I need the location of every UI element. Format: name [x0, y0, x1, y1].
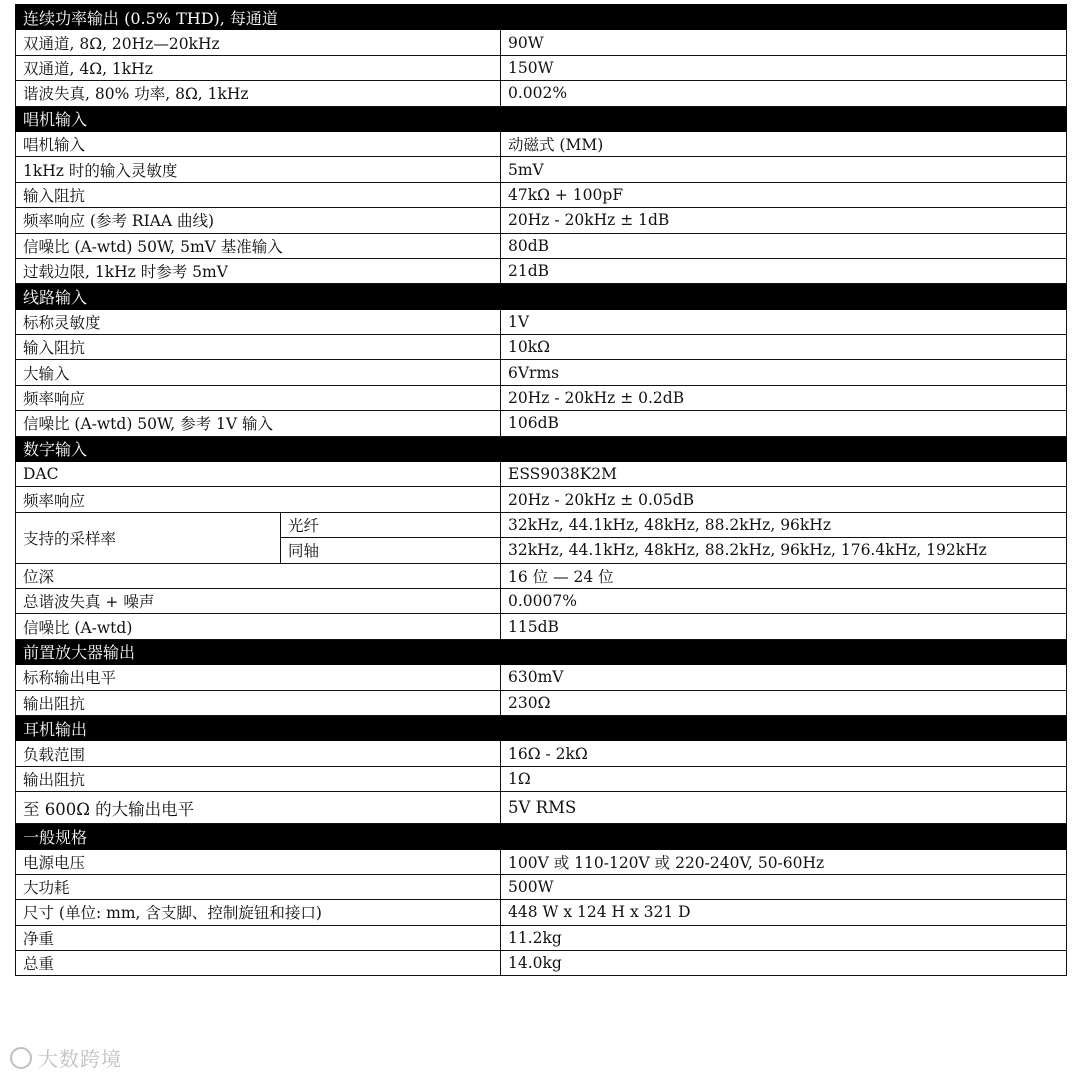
spec-value: 150W [501, 55, 1067, 80]
table-row [16, 360, 1067, 385]
table-row [16, 665, 1067, 690]
table-row [16, 335, 1067, 360]
table-row [16, 208, 1067, 233]
spec-value: 115dB [501, 614, 1067, 639]
spec-value: ESS9038K2M [501, 462, 1067, 487]
spec-value: 0.002% [501, 81, 1067, 106]
section-header [16, 5, 1067, 30]
section-title: 前置放大器输出 [16, 639, 501, 664]
spec-value: 1V [501, 309, 1067, 334]
spec-value: 6Vrms [501, 360, 1067, 385]
optical-label: 光纤 [281, 512, 501, 537]
spec-label: 大功耗 [16, 874, 501, 899]
table-row [16, 233, 1067, 258]
coax-sample-rates: 32kHz, 44.1kHz, 48kHz, 88.2kHz, 96kHz, 176.4kHz, 192kHz [501, 538, 1067, 563]
section-title: 数字输入 [16, 436, 501, 461]
watermark [10, 1043, 122, 1072]
optical-sample-rates: 32kHz, 44.1kHz, 48kHz, 88.2kHz, 96kHz [501, 512, 1067, 537]
section-header [16, 106, 1067, 131]
spec-label: 标称输出电平 [16, 665, 501, 690]
spec-label: 位深 [16, 563, 501, 588]
table-row [16, 55, 1067, 80]
spec-label: 频率响应 [16, 385, 501, 410]
spec-label: 标称灵敏度 [16, 309, 501, 334]
table-row [16, 614, 1067, 639]
spec-label: 输出阻抗 [16, 766, 501, 791]
table-row [16, 131, 1067, 156]
spec-table [15, 4, 1067, 976]
spec-label: 频率响应 (参考 RIAA 曲线) [16, 208, 501, 233]
spec-label: DAC [16, 462, 501, 487]
spec-value: 11.2kg [501, 925, 1067, 950]
spec-label: 信噪比 (A-wtd) [16, 614, 501, 639]
spec-label: 净重 [16, 925, 501, 950]
table-row [16, 487, 1067, 512]
spec-value: 47kΩ + 100pF [501, 182, 1067, 207]
section-header [16, 715, 1067, 740]
table-row [16, 462, 1067, 487]
spec-label: 输入阻抗 [16, 182, 501, 207]
spec-label: 输出阻抗 [16, 690, 501, 715]
spec-value: 80dB [501, 233, 1067, 258]
spec-label: 谐波失真, 80% 功率, 8Ω, 1kHz [16, 81, 501, 106]
spec-value: 5V RMS [501, 792, 1067, 824]
spec-value: 448 W x 124 H x 321 D [501, 900, 1067, 925]
section-header [16, 639, 1067, 664]
spec-label: 总重 [16, 951, 501, 976]
table-row [16, 30, 1067, 55]
spec-label: 大输入 [16, 360, 501, 385]
table-row [16, 951, 1067, 976]
watermark-text: 大数跨境 [38, 1047, 122, 1071]
table-row [16, 849, 1067, 874]
table-row [16, 512, 1067, 537]
spec-label: 至 600Ω 的大输出电平 [16, 792, 501, 824]
spec-value: 14.0kg [501, 951, 1067, 976]
table-row [16, 690, 1067, 715]
spec-label: 1kHz 时的输入灵敏度 [16, 157, 501, 182]
spec-value: 10kΩ [501, 335, 1067, 360]
table-row [16, 563, 1067, 588]
spec-value: 5mV [501, 157, 1067, 182]
spec-value: 106dB [501, 411, 1067, 436]
section-title: 一般规格 [16, 824, 501, 849]
spec-label: 双通道, 8Ω, 20Hz—20kHz [16, 30, 501, 55]
spec-value: 20Hz - 20kHz ± 0.05dB [501, 487, 1067, 512]
table-row [16, 900, 1067, 925]
table-row [16, 874, 1067, 899]
spec-label: 信噪比 (A-wtd) 50W, 5mV 基准输入 [16, 233, 501, 258]
spec-value: 0.0007% [501, 588, 1067, 613]
table-row [16, 385, 1067, 410]
section-title: 连续功率输出 (0.5% THD), 每通道 [16, 5, 501, 30]
table-row [16, 766, 1067, 791]
spec-label: 双通道, 4Ω, 1kHz [16, 55, 501, 80]
table-row [16, 411, 1067, 436]
section-header [16, 436, 1067, 461]
spec-label: 尺寸 (单位: mm, 含支脚、控制旋钮和接口) [16, 900, 501, 925]
spec-label: 总谐波失真 + 噪声 [16, 588, 501, 613]
sample-rate-label: 支持的采样率 [16, 512, 281, 563]
table-row [16, 792, 1067, 824]
spec-value: 20Hz - 20kHz ± 0.2dB [501, 385, 1067, 410]
table-row [16, 182, 1067, 207]
spec-value: 100V 或 110-120V 或 220-240V, 50-60Hz [501, 849, 1067, 874]
spec-value: 230Ω [501, 690, 1067, 715]
spec-value: 500W [501, 874, 1067, 899]
spec-label: 唱机输入 [16, 131, 501, 156]
spec-label: 输入阻抗 [16, 335, 501, 360]
spec-label: 信噪比 (A-wtd) 50W, 参考 1V 输入 [16, 411, 501, 436]
table-row [16, 258, 1067, 283]
table-row [16, 588, 1067, 613]
spec-value: 20Hz - 20kHz ± 1dB [501, 208, 1067, 233]
spec-value: 1Ω [501, 766, 1067, 791]
section-title: 线路输入 [16, 284, 501, 309]
table-row [16, 157, 1067, 182]
table-row [16, 81, 1067, 106]
section-header [16, 824, 1067, 849]
section-header [16, 284, 1067, 309]
section-title: 唱机输入 [16, 106, 501, 131]
coax-label: 同轴 [281, 538, 501, 563]
spec-label: 电源电压 [16, 849, 501, 874]
table-row [16, 925, 1067, 950]
spec-value: 16Ω - 2kΩ [501, 741, 1067, 766]
spec-value: 630mV [501, 665, 1067, 690]
spec-value: 动磁式 (MM) [501, 131, 1067, 156]
spec-value: 16 位 — 24 位 [501, 563, 1067, 588]
spec-label: 过载边限, 1kHz 时参考 5mV [16, 258, 501, 283]
section-title: 耳机输出 [16, 715, 501, 740]
watermark-logo-icon [10, 1047, 32, 1069]
table-row [16, 741, 1067, 766]
spec-value: 90W [501, 30, 1067, 55]
spec-value: 21dB [501, 258, 1067, 283]
table-row [16, 309, 1067, 334]
spec-label: 负载范围 [16, 741, 501, 766]
spec-label: 频率响应 [16, 487, 501, 512]
